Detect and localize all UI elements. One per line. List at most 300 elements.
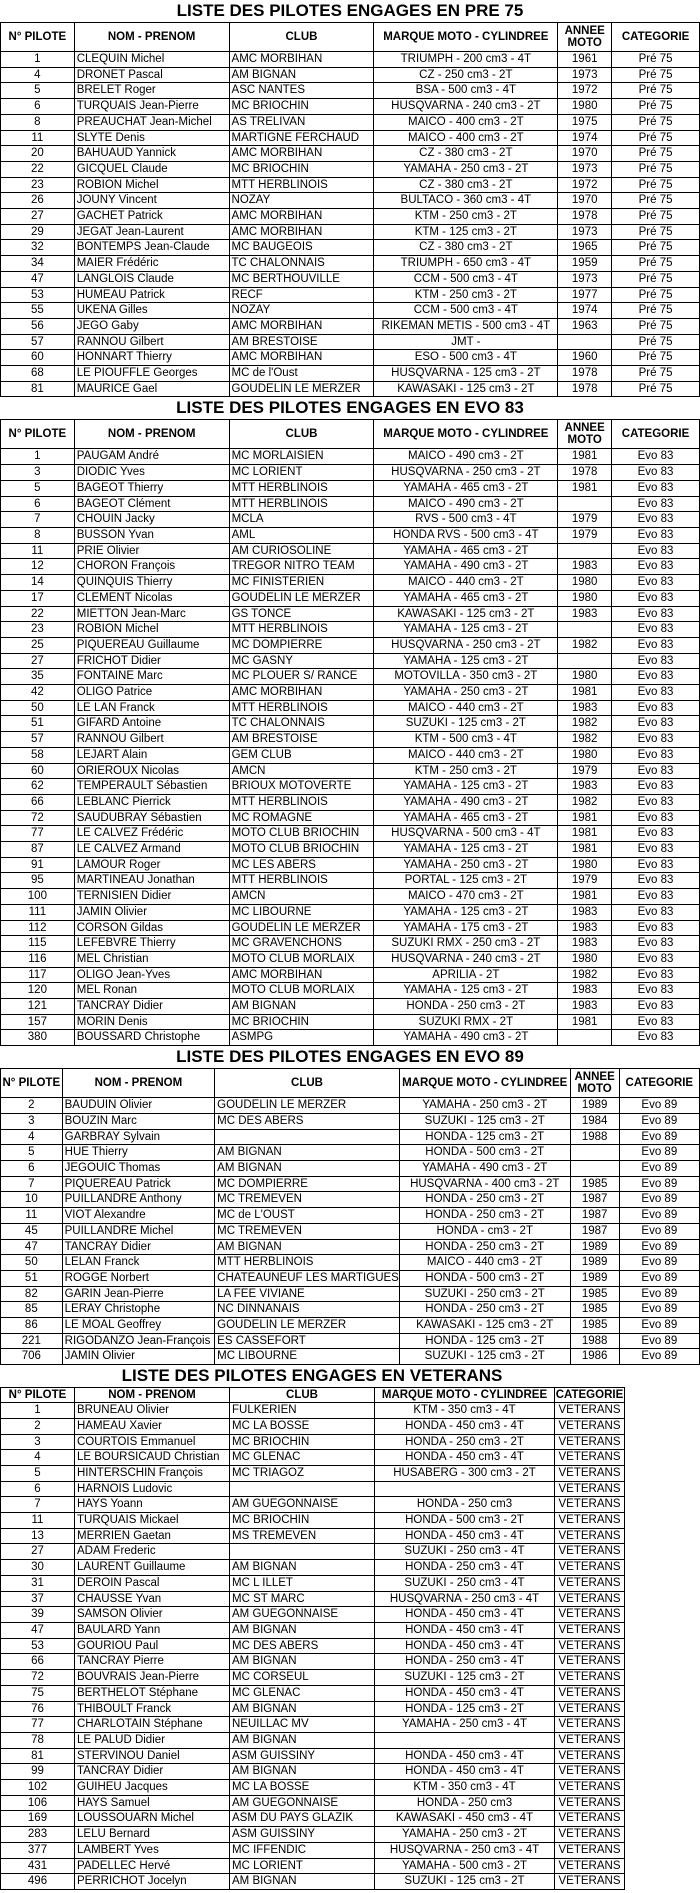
annee-cell: 1983 <box>558 700 612 716</box>
marque-cylindree-cell: YAMAHA - 465 cm3 - 2T <box>374 543 558 559</box>
annee-cell: 1980 <box>558 669 612 685</box>
marque-cylindree-cell: YAMAHA - 490 cm3 - 2T <box>374 559 558 575</box>
nom-prenom-cell: GIFARD Antoine <box>74 716 229 732</box>
nom-prenom-cell: TANCRAY Pierre <box>75 1654 230 1670</box>
club-cell: MC GLENAC <box>230 1450 375 1466</box>
table-row <box>1 1748 625 1764</box>
table-row <box>1 1622 625 1638</box>
annee-cell: 1985 <box>570 1176 619 1192</box>
table-row <box>1 951 700 967</box>
numero-cell: 11 <box>1 1513 75 1529</box>
nom-prenom-cell: TURQUAIS Jean-Pierre <box>74 99 229 115</box>
nom-prenom-cell: LAMBERT Yves <box>75 1842 230 1858</box>
numero-cell: 121 <box>1 999 75 1015</box>
marque-cylindree-cell: HUSQVARNA - 125 cm3 - 2T <box>374 366 558 382</box>
nom-prenom-cell: OLIGO Jean-Yves <box>74 967 229 983</box>
table-row <box>1 716 700 732</box>
marque-cylindree-cell: HUSQVARNA - 400 cm3 - 2T <box>399 1176 570 1192</box>
nom-prenom-cell: CLEQUIN Michel <box>74 52 229 68</box>
marque-cylindree-cell: HONDA - 250 cm3 - 2T <box>399 1239 570 1255</box>
marque-cylindree-cell: SUZUKI - 125 cm3 - 2T <box>399 1349 570 1365</box>
table-row <box>1 653 700 669</box>
table-row <box>1 1223 700 1239</box>
numero-cell: 91 <box>1 857 75 873</box>
numero-cell: 221 <box>1 1333 63 1349</box>
table-row <box>1 350 700 366</box>
marque-cylindree-cell: KTM - 350 cm3 - 4T <box>375 1403 555 1419</box>
annee-cell <box>558 622 612 638</box>
marque-cylindree-cell: HONDA - 250 cm3 <box>375 1795 555 1811</box>
marque-cylindree-cell: YAMAHA - 125 cm3 - 2T <box>374 622 558 638</box>
marque-cylindree-cell: SUZUKI RMX - 2T <box>374 1014 558 1030</box>
club-cell: AM BIGNAN <box>215 1161 400 1177</box>
nom-prenom-cell: TEMPERAULT Sébastien <box>74 779 229 795</box>
nom-prenom-cell: LE BOURSICAUD Christian <box>75 1450 230 1466</box>
table-row <box>1 1418 625 1434</box>
marque-cylindree-cell: YAMAHA - 465 cm3 - 2T <box>374 590 558 606</box>
section-pre75 <box>0 0 700 397</box>
club-cell: ES CASSEFORT <box>215 1333 400 1349</box>
club-cell: NEUILLAC MV <box>230 1717 375 1733</box>
marque-cylindree-cell: CZ - 380 cm3 - 2T <box>374 240 558 256</box>
club-cell: ASM GUISSINY <box>230 1748 375 1764</box>
numero-cell: 57 <box>1 732 75 748</box>
marque-cylindree-cell: KTM - 125 cm3 - 2T <box>374 224 558 240</box>
marque-cylindree-cell: MOTOVILLA - 350 cm3 - 2T <box>374 669 558 685</box>
table-row <box>1 496 700 512</box>
table-row <box>1 622 700 638</box>
nom-prenom-cell: TERNISIEN Didier <box>74 889 229 905</box>
categorie-cell: VETERANS <box>555 1858 625 1874</box>
marque-cylindree-cell: HONDA - 450 cm3 - 4T <box>375 1418 555 1434</box>
table-row <box>1 1513 625 1529</box>
marque-cylindree-cell: YAMAHA - 250 cm3 - 2T <box>399 1098 570 1114</box>
annee-cell: 1970 <box>558 146 612 162</box>
table-row <box>1 1858 625 1874</box>
nom-prenom-cell: PAUGAM André <box>74 449 229 465</box>
categorie-cell: VETERANS <box>555 1497 625 1513</box>
annee-cell: 1983 <box>558 983 612 999</box>
club-cell: MC ROMAGNE <box>229 810 374 826</box>
marque-cylindree-cell: MAICO - 440 cm3 - 2T <box>374 747 558 763</box>
table-row <box>1 1764 625 1780</box>
nom-prenom-cell: BOUSSARD Christophe <box>74 1030 229 1046</box>
categorie-cell: Evo 83 <box>612 763 700 779</box>
club-cell: TC CHALONNAIS <box>229 716 374 732</box>
table-row <box>1 873 700 889</box>
table-row <box>1 1176 700 1192</box>
numero-cell: 22 <box>1 161 75 177</box>
nom-prenom-cell: MERRIEN Gaetan <box>75 1528 230 1544</box>
club-cell: AMC MORBIHAN <box>229 967 374 983</box>
table-row <box>1 967 700 983</box>
annee-cell: 1983 <box>558 779 612 795</box>
club-cell: MC LORIENT <box>230 1858 375 1874</box>
numero-cell: 53 <box>1 287 75 303</box>
section-evo89 <box>0 1046 700 1365</box>
marque-cylindree-cell: HUSQVARNA - 240 cm3 - 2T <box>374 951 558 967</box>
table-row <box>1 1670 625 1686</box>
club-cell: MTT HERBLINOIS <box>229 622 374 638</box>
table-row <box>1 1098 700 1114</box>
club-cell: MOTO CLUB MORLAIX <box>229 951 374 967</box>
table-row <box>1 99 700 115</box>
table-row <box>1 527 700 543</box>
table-row <box>1 575 700 591</box>
categorie-cell: Pré 75 <box>612 350 700 366</box>
categorie-cell: Evo 89 <box>619 1208 699 1224</box>
annee-cell: 1980 <box>558 951 612 967</box>
club-cell: AMC MORBIHAN <box>229 209 374 225</box>
numero-cell: 169 <box>1 1811 75 1827</box>
header-nom-prenom: NOM - PRENOM <box>74 420 229 449</box>
table-row <box>1 1030 700 1046</box>
categorie-cell: Pré 75 <box>612 161 700 177</box>
nom-prenom-cell: MEL Ronan <box>74 983 229 999</box>
club-cell: MC MORLAISIEN <box>229 449 374 465</box>
categorie-cell: Evo 83 <box>612 559 700 575</box>
club-cell: MC GASNY <box>229 653 374 669</box>
club-cell: MOTO CLUB BRIOCHIN <box>229 826 374 842</box>
marque-cylindree-cell: HUSQVARNA - 250 cm3 - 4T <box>375 1591 555 1607</box>
table-row <box>1 465 700 481</box>
nom-prenom-cell: RANNOU Gilbert <box>74 334 229 350</box>
table-row <box>1 146 700 162</box>
annee-cell <box>558 496 612 512</box>
header-annee: ANNEE MOTO <box>570 1069 619 1098</box>
marque-cylindree-cell: MAICO - 440 cm3 - 2T <box>374 700 558 716</box>
table-row <box>1 794 700 810</box>
categorie-cell: Evo 83 <box>612 575 700 591</box>
numero-cell: 45 <box>1 1223 63 1239</box>
club-cell: MC LA BOSSE <box>230 1418 375 1434</box>
numero-cell: 5 <box>1 1465 75 1481</box>
table-row <box>1 1717 625 1733</box>
categorie-cell: Pré 75 <box>612 52 700 68</box>
header-club: CLUB <box>229 420 374 449</box>
club-cell: MC LORIENT <box>229 465 374 481</box>
numero-cell: 82 <box>1 1286 63 1302</box>
marque-cylindree-cell: TRIUMPH - 650 cm3 - 4T <box>374 256 558 272</box>
club-cell: MC DOMPIERRE <box>215 1176 400 1192</box>
club-cell: MC IFFENDIC <box>230 1842 375 1858</box>
nom-prenom-cell: LE PIOUFFLE Georges <box>74 366 229 382</box>
marque-cylindree-cell: TRIUMPH - 200 cm3 - 4T <box>374 52 558 68</box>
club-cell: ASC NANTES <box>229 83 374 99</box>
annee-cell: 1983 <box>558 999 612 1015</box>
club-cell: MC DES ABERS <box>215 1113 400 1129</box>
club-cell: AMCN <box>229 889 374 905</box>
marque-cylindree-cell: MAICO - 490 cm3 - 2T <box>374 496 558 512</box>
club-cell: GEM CLUB <box>229 747 374 763</box>
categorie-cell: Evo 83 <box>612 794 700 810</box>
numero-cell: 72 <box>1 1670 75 1686</box>
table-row <box>1 1544 625 1560</box>
categorie-cell: Evo 83 <box>612 967 700 983</box>
club-cell: AM BRESTOISE <box>229 334 374 350</box>
categorie-cell: Evo 83 <box>612 496 700 512</box>
table-row <box>1 1302 700 1318</box>
categorie-cell: Pré 75 <box>612 224 700 240</box>
annee-cell: 1985 <box>570 1286 619 1302</box>
table-row <box>1 177 700 193</box>
categorie-cell: VETERANS <box>555 1622 625 1638</box>
categorie-cell: Evo 89 <box>619 1286 699 1302</box>
club-cell: AM BIGNAN <box>230 1622 375 1638</box>
club-cell: GOUDELIN LE MERZER <box>215 1098 400 1114</box>
marque-cylindree-cell: JMT - <box>374 334 558 350</box>
table-row <box>1 1434 625 1450</box>
annee-cell: 1975 <box>558 114 612 130</box>
header-annee: ANNEE MOTO <box>558 23 612 52</box>
annee-cell: 1989 <box>570 1270 619 1286</box>
nom-prenom-cell: JEGOUIC Thomas <box>62 1161 215 1177</box>
table-row <box>1 193 700 209</box>
annee-cell: 1983 <box>558 904 612 920</box>
marque-cylindree-cell: HONDA RVS - 500 cm3 - 4T <box>374 527 558 543</box>
marque-cylindree-cell: CZ - 250 cm3 - 2T <box>374 67 558 83</box>
section-title: LISTE DES PILOTES ENGAGES EN EVO 83 <box>176 398 524 418</box>
nom-prenom-cell: JOUNY Vincent <box>74 193 229 209</box>
annee-cell: 1973 <box>558 224 612 240</box>
nom-prenom-cell: BAHUAUD Yannick <box>74 146 229 162</box>
marque-cylindree-cell: YAMAHA - 490 cm3 - 2T <box>399 1161 570 1177</box>
annee-cell: 1980 <box>558 575 612 591</box>
annee-cell: 1973 <box>558 161 612 177</box>
table-row <box>1 1450 625 1466</box>
categorie-cell: Evo 83 <box>612 779 700 795</box>
categorie-cell: Evo 89 <box>619 1113 699 1129</box>
header-numero: N° PILOTE <box>1 23 75 52</box>
numero-cell: 86 <box>1 1318 63 1334</box>
club-cell: LA FEE VIVIANE <box>215 1286 400 1302</box>
numero-cell: 13 <box>1 1528 75 1544</box>
nom-prenom-cell: LEJART Alain <box>74 747 229 763</box>
marque-cylindree-cell: MAICO - 400 cm3 - 2T <box>374 114 558 130</box>
numero-cell: 11 <box>1 1208 63 1224</box>
marque-cylindree-cell: RIKEMAN METIS - 500 cm3 - 4T <box>374 318 558 334</box>
club-cell: MTT HERBLINOIS <box>229 177 374 193</box>
header-marque: MARQUE MOTO - CYLINDREE <box>374 23 558 52</box>
nom-prenom-cell: ROBION Michel <box>74 622 229 638</box>
club-cell: AM BIGNAN <box>230 1560 375 1576</box>
header-club: CLUB <box>230 1388 375 1403</box>
categorie-cell: VETERANS <box>555 1874 625 1890</box>
table-row <box>1 1255 700 1271</box>
numero-cell: 6 <box>1 496 75 512</box>
numero-cell: 5 <box>1 1145 63 1161</box>
nom-prenom-cell: CORSON Gildas <box>74 920 229 936</box>
categorie-cell: Pré 75 <box>612 303 700 319</box>
numero-cell: 3 <box>1 1113 63 1129</box>
club-cell: AML <box>229 527 374 543</box>
numero-cell: 4 <box>1 1450 75 1466</box>
marque-cylindree-cell: ESO - 500 cm3 - 4T <box>374 350 558 366</box>
marque-cylindree-cell: YAMAHA - 465 cm3 - 2T <box>374 480 558 496</box>
marque-cylindree-cell: BULTACO - 360 cm3 - 4T <box>374 193 558 209</box>
categorie-cell: VETERANS <box>555 1732 625 1748</box>
nom-prenom-cell: PRIE Olivier <box>74 543 229 559</box>
numero-cell: 29 <box>1 224 75 240</box>
categorie-cell: Evo 83 <box>612 747 700 763</box>
annee-cell: 1972 <box>558 83 612 99</box>
table-row <box>1 449 700 465</box>
numero-cell: 47 <box>1 271 75 287</box>
numero-cell: 27 <box>1 209 75 225</box>
club-cell: GS TONCE <box>229 606 374 622</box>
categorie-cell: Evo 83 <box>612 842 700 858</box>
table-row <box>1 904 700 920</box>
categorie-cell: Pré 75 <box>612 130 700 146</box>
categorie-cell: VETERANS <box>555 1748 625 1764</box>
marque-cylindree-cell: YAMAHA - 490 cm3 - 2T <box>374 1030 558 1046</box>
annee-cell: 1979 <box>558 512 612 528</box>
table-row <box>1 1403 625 1419</box>
club-cell: ASMPG <box>229 1030 374 1046</box>
categorie-cell: Evo 83 <box>612 732 700 748</box>
marque-cylindree-cell: HONDA - 125 cm3 - 2T <box>375 1701 555 1717</box>
categorie-cell: Evo 83 <box>612 653 700 669</box>
categorie-cell: Evo 83 <box>612 951 700 967</box>
numero-cell: 17 <box>1 590 75 606</box>
nom-prenom-cell: CHAUSSE Yvan <box>75 1591 230 1607</box>
annee-cell: 1981 <box>558 826 612 842</box>
nom-prenom-cell: BONTEMPS Jean-Claude <box>74 240 229 256</box>
annee-cell: 1982 <box>558 967 612 983</box>
nom-prenom-cell: JAMIN Olivier <box>62 1349 215 1365</box>
header-categorie: CATEGORIE <box>555 1389 624 1402</box>
marque-cylindree-cell: YAMAHA - 250 cm3 - 4T <box>375 1717 555 1733</box>
numero-cell: 4 <box>1 67 75 83</box>
numero-cell: 706 <box>1 1349 63 1365</box>
annee-cell: 1980 <box>558 99 612 115</box>
table-row <box>1 857 700 873</box>
numero-cell: 60 <box>1 350 75 366</box>
numero-cell: 60 <box>1 763 75 779</box>
club-cell: MC BRIOCHIN <box>229 161 374 177</box>
nom-prenom-cell: ORIEROUX Nicolas <box>74 763 229 779</box>
club-cell: AM BIGNAN <box>230 1701 375 1717</box>
categorie-cell: Pré 75 <box>612 193 700 209</box>
table-row <box>1 1161 700 1177</box>
nom-prenom-cell: LANGLOIS Claude <box>74 271 229 287</box>
categorie-cell: VETERANS <box>555 1481 625 1497</box>
categorie-cell: Evo 83 <box>612 637 700 653</box>
club-cell: MC BRIOCHIN <box>229 99 374 115</box>
numero-cell: 51 <box>1 1270 63 1286</box>
club-cell: RECF <box>229 287 374 303</box>
header-nom-prenom: NOM - PRENOM <box>74 23 229 52</box>
pilots-table <box>0 1387 625 1890</box>
annee-cell <box>570 1161 619 1177</box>
club-cell: AM BIGNAN <box>230 1732 375 1748</box>
nom-prenom-cell: DRONET Pascal <box>74 67 229 83</box>
nom-prenom-cell: SLYTE Denis <box>74 130 229 146</box>
club-cell: MTT HERBLINOIS <box>215 1255 400 1271</box>
table-row <box>1 480 700 496</box>
header-numero: N° PILOTE <box>1 420 75 449</box>
marque-cylindree-cell: KAWASAKI - 450 cm3 - 4T <box>375 1811 555 1827</box>
numero-cell: 87 <box>1 842 75 858</box>
categorie-cell: Evo 83 <box>612 873 700 889</box>
numero-cell: 5 <box>1 480 75 496</box>
table-row <box>1 1732 625 1748</box>
marque-cylindree-cell: HONDA - 250 cm3 <box>375 1497 555 1513</box>
nom-prenom-cell: PIQUEREAU Guillaume <box>74 637 229 653</box>
club-cell: MC ST MARC <box>230 1591 375 1607</box>
numero-cell: 117 <box>1 967 75 983</box>
categorie-cell: Evo 83 <box>612 669 700 685</box>
marque-cylindree-cell: HONDA - 450 cm3 - 4T <box>375 1764 555 1780</box>
categorie-cell: Evo 83 <box>612 826 700 842</box>
table-row <box>1 1575 625 1591</box>
table-row <box>1 763 700 779</box>
table-row <box>1 1842 625 1858</box>
annee-cell: 1987 <box>570 1208 619 1224</box>
categorie-cell: VETERANS <box>555 1701 625 1717</box>
table-row <box>1 810 700 826</box>
categorie-cell: Evo 89 <box>619 1270 699 1286</box>
table-row <box>1 1827 625 1843</box>
categorie-cell: VETERANS <box>555 1638 625 1654</box>
nom-prenom-cell: CHARLOTAIN Stéphane <box>75 1717 230 1733</box>
numero-cell: 496 <box>1 1874 75 1890</box>
table-row <box>1 747 700 763</box>
club-cell: CHATEAUNEUF LES MARTIGUES <box>215 1270 400 1286</box>
categorie-cell: Pré 75 <box>612 67 700 83</box>
annee-cell: 1979 <box>558 873 612 889</box>
annee-cell <box>570 1145 619 1161</box>
marque-cylindree-cell: HONDA - 250 cm3 - 4T <box>375 1654 555 1670</box>
categorie-cell: Evo 83 <box>612 716 700 732</box>
marque-cylindree-cell: CZ - 380 cm3 - 2T <box>374 177 558 193</box>
numero-cell: 95 <box>1 873 75 889</box>
annee-cell: 1965 <box>558 240 612 256</box>
nom-prenom-cell: TANCRAY Didier <box>74 999 229 1015</box>
categorie-cell: VETERANS <box>555 1418 625 1434</box>
annee-cell: 1973 <box>558 271 612 287</box>
nom-prenom-cell: RIGODANZO Jean-François <box>62 1333 215 1349</box>
categorie-cell: VETERANS <box>555 1450 625 1466</box>
annee-cell: 1980 <box>558 747 612 763</box>
numero-cell: 4 <box>1 1129 63 1145</box>
table-row <box>1 318 700 334</box>
numero-cell: 42 <box>1 685 75 701</box>
marque-cylindree-cell: KTM - 500 cm3 - 4T <box>374 732 558 748</box>
table-row <box>1 1192 700 1208</box>
nom-prenom-cell: LE PALUD Didier <box>75 1732 230 1748</box>
nom-prenom-cell: BAGEOT Thierry <box>74 480 229 496</box>
annee-cell: 1961 <box>558 52 612 68</box>
club-cell: GOUDELIN LE MERZER <box>229 381 374 397</box>
nom-prenom-cell: HINTERSCHIN François <box>75 1465 230 1481</box>
marque-cylindree-cell: YAMAHA - 175 cm3 - 2T <box>374 920 558 936</box>
club-cell: AM GUEGONNAISE <box>230 1607 375 1623</box>
nom-prenom-cell: LAURENT Guillaume <box>75 1560 230 1576</box>
marque-cylindree-cell: BSA - 500 cm3 - 4T <box>374 83 558 99</box>
marque-cylindree-cell: HONDA - 450 cm3 - 4T <box>375 1685 555 1701</box>
numero-cell: 77 <box>1 826 75 842</box>
club-cell: MTT HERBLINOIS <box>229 873 374 889</box>
nom-prenom-cell: BAULARD Yann <box>75 1622 230 1638</box>
numero-cell: 111 <box>1 904 75 920</box>
table-row <box>1 999 700 1015</box>
table-row <box>1 67 700 83</box>
table-row <box>1 1654 625 1670</box>
categorie-cell: VETERANS <box>555 1764 625 1780</box>
categorie-cell: VETERANS <box>555 1591 625 1607</box>
marque-cylindree-cell: HONDA - 450 cm3 - 4T <box>375 1638 555 1654</box>
